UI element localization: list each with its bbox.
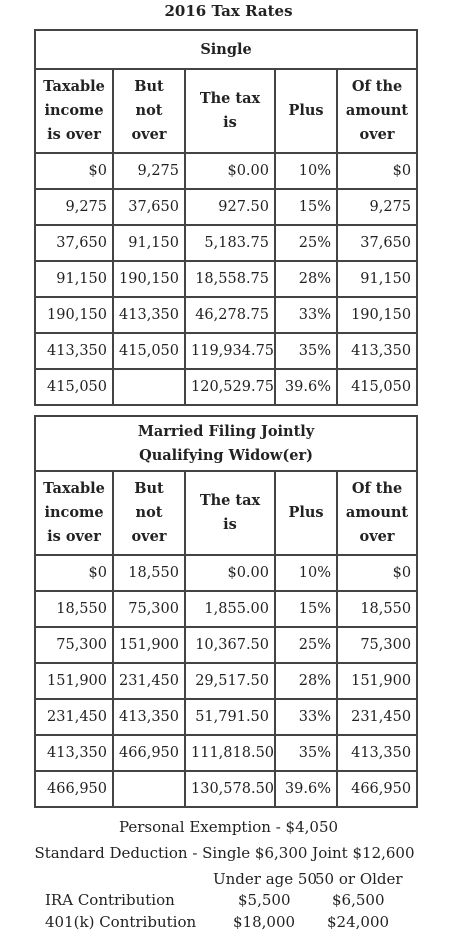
table-row [35,153,417,189]
table-caption: Married Filing Jointly Qualifying Widow(er) [35,416,417,471]
cell-the-tax-is: 51,791.50 [185,699,275,735]
cell-plus: 33% [275,699,337,735]
table-row [35,189,417,225]
cell-but-not-over: 466,950 [113,735,185,771]
cell-but-not-over: 18,550 [113,555,185,591]
cell-taxable-income-is-over: $0 [35,153,113,189]
cell-but-not-over: 151,900 [113,627,185,663]
table-row [35,771,417,807]
cell-of-the-amount-over: $0 [337,555,417,591]
col-50-older: 50 or Older [315,870,403,888]
cell-taxable-income-is-over: 9,275 [35,189,113,225]
cell-but-not-over: 37,650 [113,189,185,225]
cell-taxable-income-is-over: 466,950 [35,771,113,807]
ira-label: IRA Contribution [45,891,175,909]
cell-plus: 15% [275,591,337,627]
table-row [35,369,417,405]
table-caption: Single [35,30,417,69]
cell-the-tax-is: 111,818.50 [185,735,275,771]
cell-taxable-income-is-over: 231,450 [35,699,113,735]
single-tax-table [34,29,418,406]
cell-but-not-over [113,771,185,807]
cell-but-not-over: 75,300 [113,591,185,627]
cell-taxable-income-is-over: 190,150 [35,297,113,333]
cell-the-tax-is: $0.00 [185,555,275,591]
col-header-but-not-over: But not over [113,69,185,153]
standard-deduction: Standard Deduction - Single $6,300 Joint $12,600 [34,844,415,862]
cell-of-the-amount-over: 466,950 [337,771,417,807]
cell-but-not-over: 9,275 [113,153,185,189]
cell-of-the-amount-over: 75,300 [337,627,417,663]
cell-the-tax-is: 120,529.75 [185,369,275,405]
cell-plus: 10% [275,153,337,189]
cell-of-the-amount-over: 91,150 [337,261,417,297]
cell-of-the-amount-over: 18,550 [337,591,417,627]
cell-plus: 25% [275,225,337,261]
cell-plus: 28% [275,261,337,297]
col-header-of-the-amount-over: Of the amount over [337,471,417,555]
cell-plus: 39.6% [275,369,337,405]
table-row [35,297,417,333]
cell-taxable-income-is-over: 413,350 [35,735,113,771]
table-row [35,333,417,369]
cell-of-the-amount-over: 151,900 [337,663,417,699]
cell-but-not-over: 413,350 [113,297,185,333]
cell-taxable-income-is-over: 37,650 [35,225,113,261]
table-row [35,261,417,297]
cell-plus: 39.6% [275,771,337,807]
cell-of-the-amount-over: 415,050 [337,369,417,405]
cell-plus: 25% [275,627,337,663]
cell-but-not-over: 231,450 [113,663,185,699]
cell-of-the-amount-over: $0 [337,153,417,189]
401k-50-older: $24,000 [327,913,390,931]
table-row [35,627,417,663]
col-header-taxable-income-is-over: Taxable income is over [35,69,113,153]
cell-taxable-income-is-over: 18,550 [35,591,113,627]
cell-plus: 33% [275,297,337,333]
cell-taxable-income-is-over: 415,050 [35,369,113,405]
joint-tax-table [34,415,418,808]
ira-under-50: $5,500 [238,891,291,909]
col-header-taxable-income-is-over: Taxable income is over [35,471,113,555]
cell-plus: 35% [275,735,337,771]
cell-taxable-income-is-over: $0 [35,555,113,591]
cell-but-not-over: 413,350 [113,699,185,735]
page-title: 2016 Tax Rates [164,2,293,20]
cell-of-the-amount-over: 231,450 [337,699,417,735]
cell-plus: 28% [275,663,337,699]
cell-the-tax-is: 46,278.75 [185,297,275,333]
table-row [35,663,417,699]
cell-of-the-amount-over: 190,150 [337,297,417,333]
personal-exemption: Personal Exemption - $4,050 [118,818,339,836]
cell-the-tax-is: 29,517.50 [185,663,275,699]
cell-but-not-over: 190,150 [113,261,185,297]
401k-under-50: $18,000 [233,913,296,931]
table-row [35,225,417,261]
cell-of-the-amount-over: 413,350 [337,735,417,771]
cell-the-tax-is: 18,558.75 [185,261,275,297]
col-header-the-tax-is: The tax is [185,471,275,555]
table-row [35,735,417,771]
cell-the-tax-is: 5,183.75 [185,225,275,261]
cell-plus: 10% [275,555,337,591]
401k-label: 401(k) Contribution [45,913,197,931]
col-header-the-tax-is: The tax is [185,69,275,153]
cell-taxable-income-is-over: 75,300 [35,627,113,663]
cell-plus: 15% [275,189,337,225]
cell-taxable-income-is-over: 91,150 [35,261,113,297]
cell-of-the-amount-over: 9,275 [337,189,417,225]
table-row [35,555,417,591]
cell-but-not-over: 91,150 [113,225,185,261]
ira-50-older: $6,500 [332,891,385,909]
cell-of-the-amount-over: 37,650 [337,225,417,261]
col-header-plus: Plus [275,69,337,153]
cell-the-tax-is: 10,367.50 [185,627,275,663]
cell-but-not-over [113,369,185,405]
cell-the-tax-is: $0.00 [185,153,275,189]
cell-taxable-income-is-over: 151,900 [35,663,113,699]
cell-but-not-over: 415,050 [113,333,185,369]
cell-the-tax-is: 119,934.75 [185,333,275,369]
col-header-of-the-amount-over: Of the amount over [337,69,417,153]
table-row [35,699,417,735]
table-row [35,591,417,627]
cell-the-tax-is: 130,578.50 [185,771,275,807]
col-under-50: Under age 50 [213,870,317,888]
col-header-plus: Plus [275,471,337,555]
cell-plus: 35% [275,333,337,369]
col-header-but-not-over: But not over [113,471,185,555]
cell-the-tax-is: 1,855.00 [185,591,275,627]
cell-taxable-income-is-over: 413,350 [35,333,113,369]
cell-the-tax-is: 927.50 [185,189,275,225]
cell-of-the-amount-over: 413,350 [337,333,417,369]
